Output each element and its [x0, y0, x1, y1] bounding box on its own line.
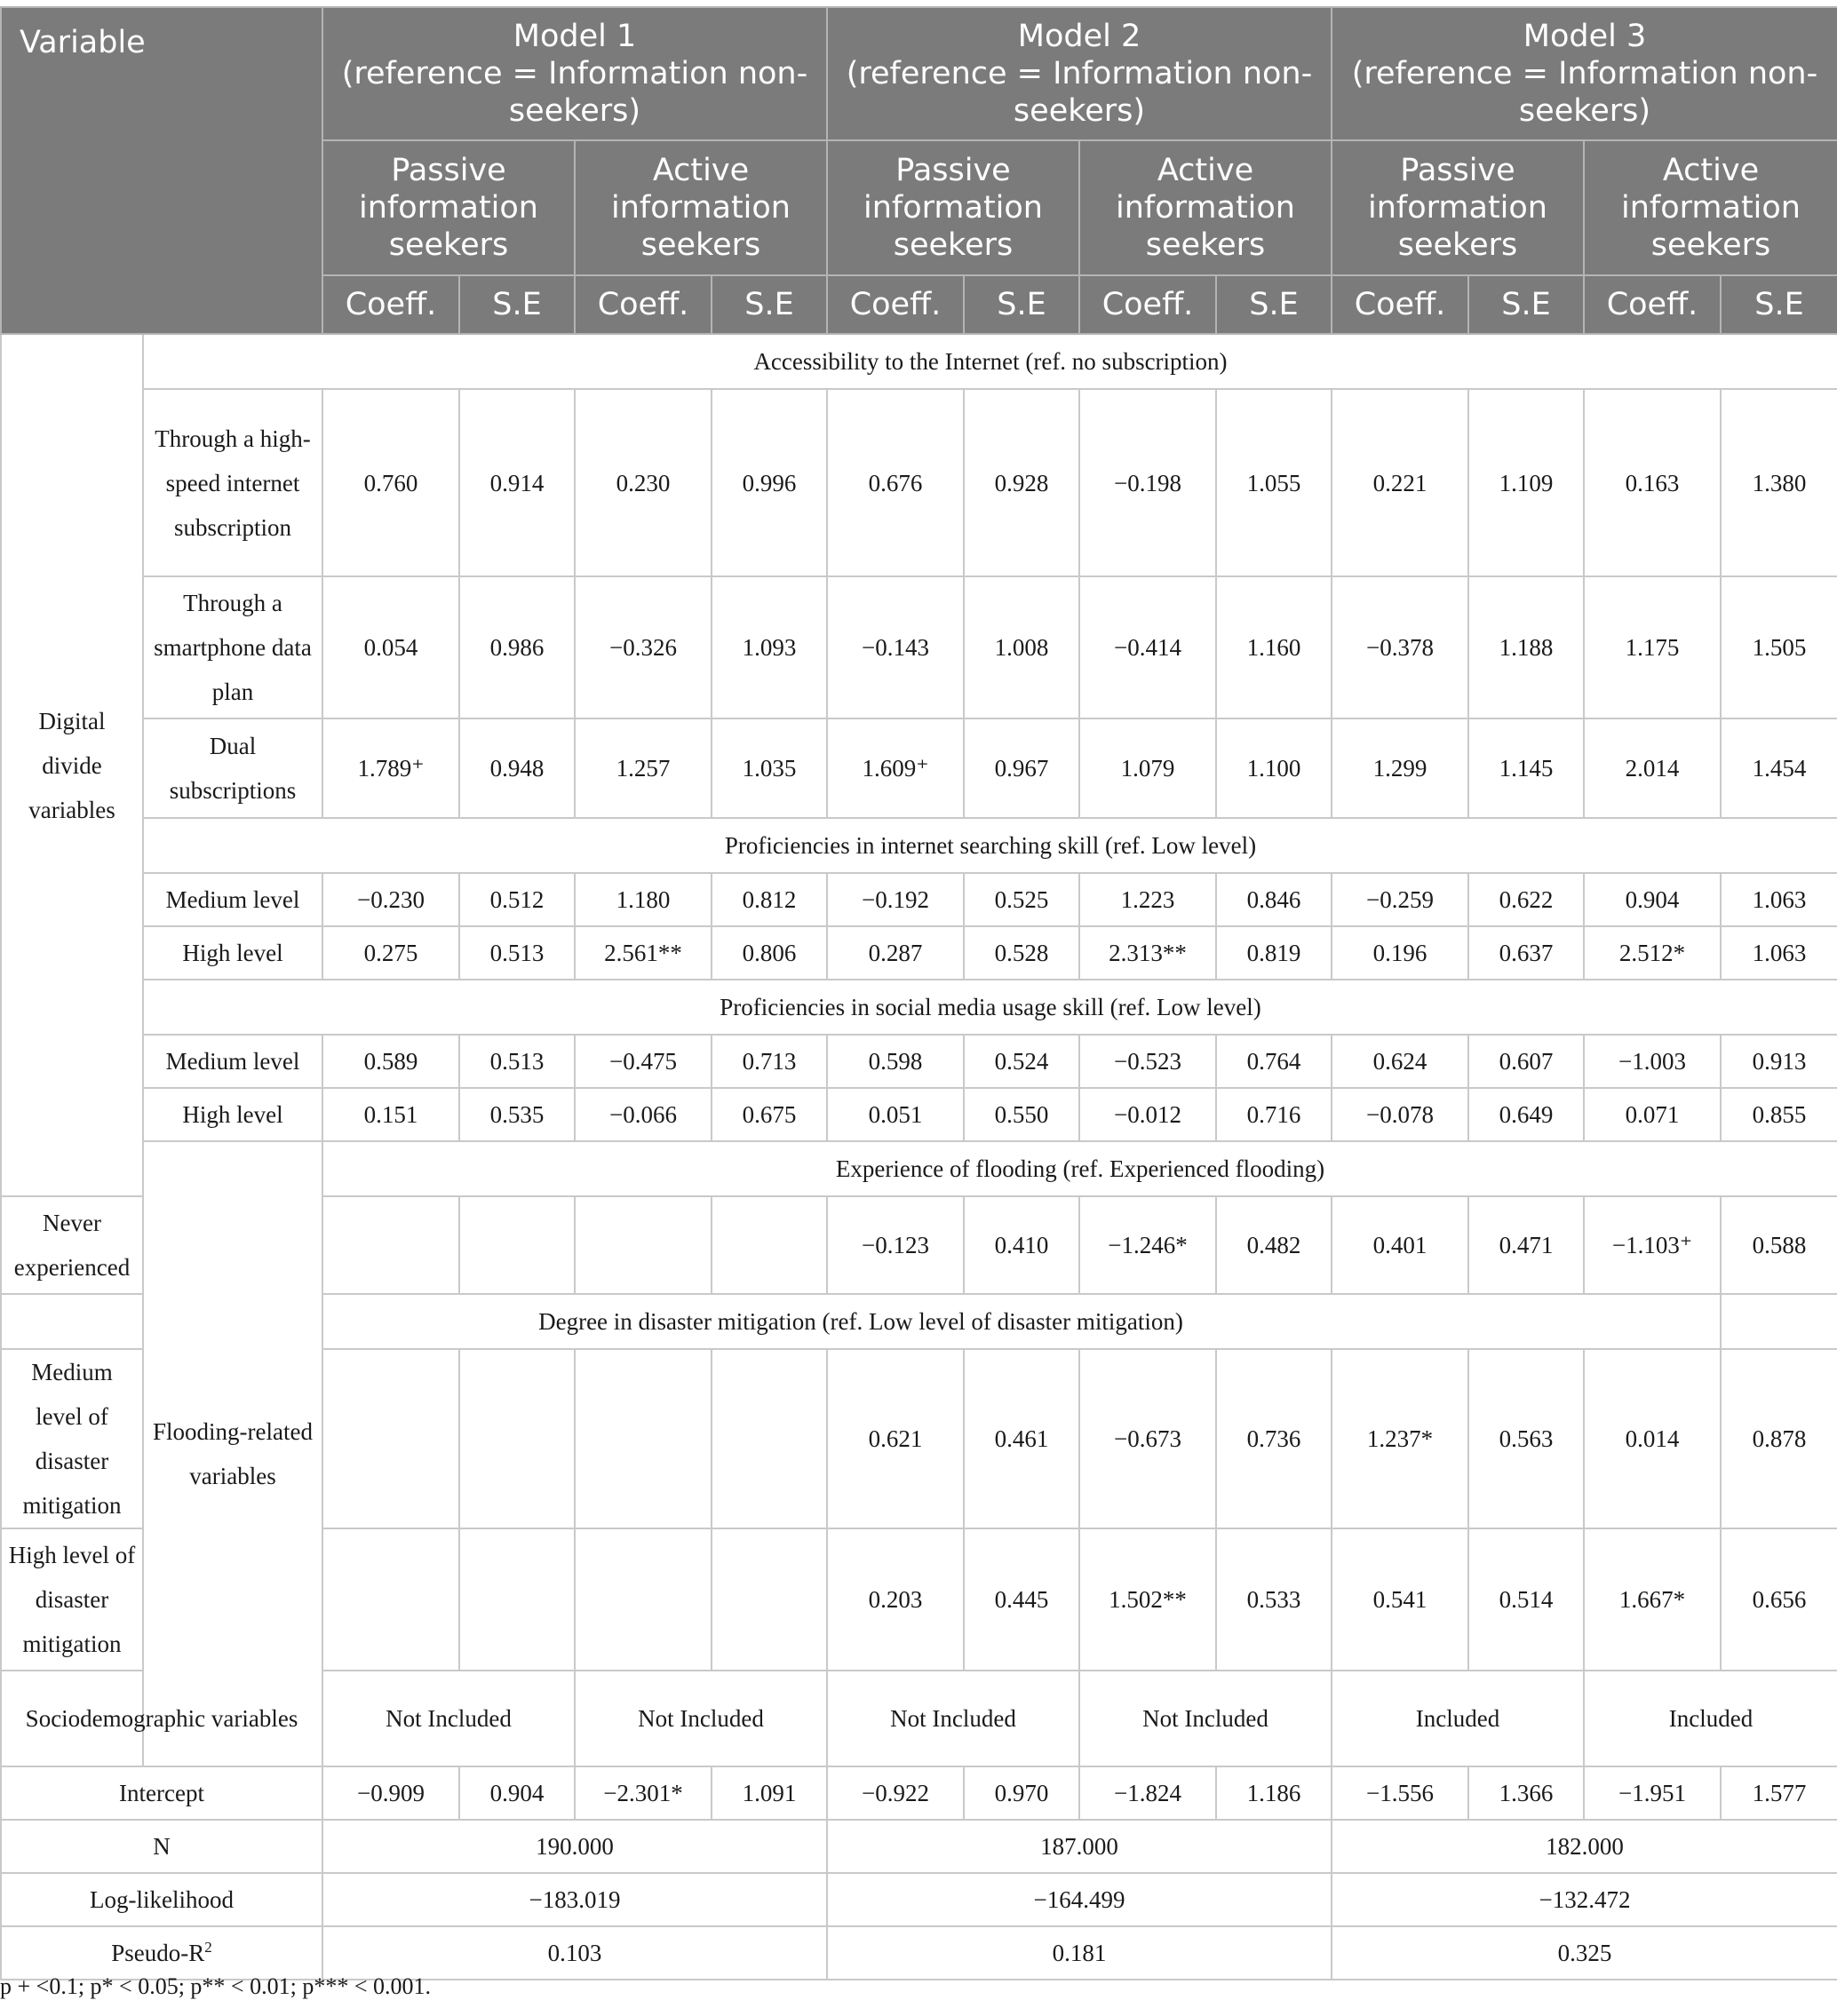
section-header: Experience of flooding (ref. Experienced flooding) — [322, 1141, 1837, 1196]
cell: 0.401 — [1332, 1196, 1468, 1294]
cell: −0.673 — [1079, 1349, 1216, 1528]
cell — [575, 1528, 712, 1671]
cell: −1.556 — [1332, 1766, 1468, 1820]
cell: 0.812 — [712, 873, 827, 926]
pseudo-r-label: Pseudo-R — [111, 1940, 205, 1966]
cell: 0.760 — [322, 389, 459, 576]
table-row — [1, 873, 1837, 926]
cell: 0.221 — [1332, 389, 1468, 576]
coeff-header: Coeff. — [1584, 275, 1721, 334]
model-3-ref: (reference = Information non-seekers) — [1351, 56, 1818, 129]
cell: −0.066 — [575, 1088, 712, 1141]
table-row — [1, 576, 1837, 718]
cell: 1.380 — [1721, 389, 1837, 576]
cell: 0.513 — [459, 1035, 575, 1088]
section-header: Proficiencies in internet searching skill (ref. Low level) — [143, 818, 1837, 873]
stats-row-loglik — [1, 1873, 1837, 1926]
cell: −0.078 — [1332, 1088, 1468, 1141]
cell: 0.716 — [1216, 1088, 1332, 1141]
cell: 0.967 — [964, 718, 1079, 818]
cell: 0.996 — [712, 389, 827, 576]
row-label: Dual subscriptions — [143, 718, 322, 818]
row-label — [1, 1926, 322, 1980]
row-label: High level — [143, 1088, 322, 1141]
table-row — [1, 1088, 1837, 1141]
se-header: S.E — [1468, 275, 1584, 334]
cell: 0.948 — [459, 718, 575, 818]
group-flooding: Flooding-related variables — [143, 1141, 322, 1766]
cell: 1.063 — [1721, 926, 1837, 980]
cell: 0.071 — [1584, 1088, 1721, 1141]
cell: 1.093 — [712, 576, 827, 718]
cell: −132.472 — [1332, 1873, 1837, 1926]
cell: 0.904 — [459, 1766, 575, 1820]
cell: −0.326 — [575, 576, 712, 718]
model-3-header — [1332, 7, 1837, 140]
cell: 1.257 — [575, 718, 712, 818]
cell: 1.035 — [712, 718, 827, 818]
cell: 0.764 — [1216, 1035, 1332, 1088]
row-label: Medium level — [143, 1035, 322, 1088]
cell: 0.533 — [1216, 1528, 1332, 1671]
cell: Included — [1332, 1671, 1584, 1766]
cell: 0.541 — [1332, 1528, 1468, 1671]
cell: 0.230 — [575, 389, 712, 576]
cell: 0.913 — [1721, 1035, 1837, 1088]
cell: −0.123 — [827, 1196, 964, 1294]
cell: 0.535 — [459, 1088, 575, 1141]
cell: 0.598 — [827, 1035, 964, 1088]
cell: 0.736 — [1216, 1349, 1332, 1528]
model-1-ref: (reference = Information non-seekers) — [341, 56, 808, 129]
cell: 0.103 — [322, 1926, 827, 1980]
cell — [459, 1196, 575, 1294]
cell: 1.188 — [1468, 576, 1584, 718]
cell: −1.951 — [1584, 1766, 1721, 1820]
cell: 1.055 — [1216, 389, 1332, 576]
row-label: Medium level of disaster mitigation — [1, 1349, 143, 1528]
cell: Not Included — [1079, 1671, 1332, 1766]
model-1-name: Model 1 — [513, 19, 637, 54]
row-label: Never experienced — [1, 1196, 143, 1294]
row-label: High level — [143, 926, 322, 980]
cell: 0.621 — [827, 1349, 964, 1528]
cell — [575, 1196, 712, 1294]
model-1-header — [322, 7, 827, 140]
cell: 0.637 — [1468, 926, 1584, 980]
cell: 0.203 — [827, 1528, 964, 1671]
cell: 2.014 — [1584, 718, 1721, 818]
section-header: Degree in disaster mitigation (ref. Low level of disaster mitigation) — [1, 1294, 1721, 1349]
regression-table — [0, 6, 1837, 1980]
stats-row-n — [1, 1820, 1837, 1873]
cell — [322, 1349, 459, 1528]
cell: 1.145 — [1468, 718, 1584, 818]
cell — [459, 1349, 575, 1528]
cell: 0.656 — [1721, 1528, 1837, 1671]
model-2-ref: (reference = Information non-seekers) — [846, 56, 1313, 129]
cell: 0.524 — [964, 1035, 1079, 1088]
active-header: Active information seekers — [575, 140, 827, 275]
cell: 0.410 — [964, 1196, 1079, 1294]
cell: −2.301* — [575, 1766, 712, 1820]
cell: 1.789⁺ — [322, 718, 459, 818]
cell: 0.649 — [1468, 1088, 1584, 1141]
cell: 0.550 — [964, 1088, 1079, 1141]
se-header: S.E — [712, 275, 827, 334]
cell: Not Included — [827, 1671, 1079, 1766]
active-header: Active information seekers — [1079, 140, 1332, 275]
cell: 1.505 — [1721, 576, 1837, 718]
se-header: S.E — [459, 275, 575, 334]
cell: 0.513 — [459, 926, 575, 980]
se-header: S.E — [1216, 275, 1332, 334]
cell: 0.878 — [1721, 1349, 1837, 1528]
cell: 1.079 — [1079, 718, 1216, 818]
cell: 1.299 — [1332, 718, 1468, 818]
cell: 2.561** — [575, 926, 712, 980]
socio-row — [1, 1671, 1837, 1766]
cell: 0.563 — [1468, 1349, 1584, 1528]
cell: 1.502** — [1079, 1528, 1216, 1671]
active-header: Active information seekers — [1584, 140, 1837, 275]
cell: 0.528 — [964, 926, 1079, 980]
cell: −0.143 — [827, 576, 964, 718]
cell: −0.259 — [1332, 873, 1468, 926]
cell: 0.986 — [459, 576, 575, 718]
cell: 1.223 — [1079, 873, 1216, 926]
cell: Not Included — [575, 1671, 827, 1766]
passive-header: Passive information seekers — [827, 140, 1079, 275]
cell: −1.003 — [1584, 1035, 1721, 1088]
cell — [575, 1349, 712, 1528]
cell: 1.100 — [1216, 718, 1332, 818]
footnote: p + <0.1; p* < 0.05; p** < 0.01; p*** < 0.001. — [0, 1973, 431, 1999]
cell: 0.325 — [1332, 1926, 1837, 1980]
cell: −1.824 — [1079, 1766, 1216, 1820]
row-label: Log-likelihood — [1, 1873, 322, 1926]
cell — [322, 1528, 459, 1671]
cell: 0.287 — [827, 926, 964, 980]
cell: −0.012 — [1079, 1088, 1216, 1141]
cell: 0.275 — [322, 926, 459, 980]
cell: 0.904 — [1584, 873, 1721, 926]
cell: 1.091 — [712, 1766, 827, 1820]
cell: 0.482 — [1216, 1196, 1332, 1294]
cell: −164.499 — [827, 1873, 1332, 1926]
cell: 0.051 — [827, 1088, 964, 1141]
coeff-header: Coeff. — [1332, 275, 1468, 334]
cell: 1.109 — [1468, 389, 1584, 576]
cell: 182.000 — [1332, 1820, 1837, 1873]
cell: 0.588 — [1721, 1196, 1837, 1294]
coeff-header: Coeff. — [1079, 275, 1216, 334]
cell: −0.198 — [1079, 389, 1216, 576]
se-header: S.E — [1721, 275, 1837, 334]
cell: 0.675 — [712, 1088, 827, 1141]
cell — [712, 1196, 827, 1294]
cell: 0.624 — [1332, 1035, 1468, 1088]
passive-header: Passive information seekers — [322, 140, 575, 275]
row-label: Through a smartphone data plan — [143, 576, 322, 718]
cell: 0.054 — [322, 576, 459, 718]
cell: 1.609⁺ — [827, 718, 964, 818]
cell: 0.163 — [1584, 389, 1721, 576]
cell: 0.589 — [322, 1035, 459, 1088]
cell: 0.713 — [712, 1035, 827, 1088]
cell: −0.523 — [1079, 1035, 1216, 1088]
cell: 1.160 — [1216, 576, 1332, 718]
cell: 0.525 — [964, 873, 1079, 926]
cell: −0.909 — [322, 1766, 459, 1820]
stats-row-pseudo-r2 — [1, 1926, 1837, 1980]
cell: 0.806 — [712, 926, 827, 980]
cell: 0.819 — [1216, 926, 1332, 980]
row-label: High level of disaster mitigation — [1, 1528, 143, 1671]
cell: 0.445 — [964, 1528, 1079, 1671]
variable-header: Variable — [1, 7, 322, 334]
cell: 2.512* — [1584, 926, 1721, 980]
cell — [712, 1349, 827, 1528]
cell: 0.855 — [1721, 1088, 1837, 1141]
cell: −0.192 — [827, 873, 964, 926]
cell: 0.914 — [459, 389, 575, 576]
cell: 0.676 — [827, 389, 964, 576]
row-label: N — [1, 1820, 322, 1873]
cell: 1.008 — [964, 576, 1079, 718]
pseudo-r-sup: 2 — [204, 1939, 212, 1956]
cell: 2.313** — [1079, 926, 1216, 980]
cell: 1.180 — [575, 873, 712, 926]
row-label: Sociodemographic variables — [1, 1671, 322, 1766]
cell: Not Included — [322, 1671, 575, 1766]
coeff-header: Coeff. — [575, 275, 712, 334]
row-label: Medium level — [143, 873, 322, 926]
cell: 0.151 — [322, 1088, 459, 1141]
table-row — [1, 389, 1837, 576]
cell: −0.922 — [827, 1766, 964, 1820]
row-label: Intercept — [1, 1766, 322, 1820]
model-2-name: Model 2 — [1017, 19, 1141, 54]
cell — [459, 1528, 575, 1671]
table-row — [1, 718, 1837, 818]
cell: 0.846 — [1216, 873, 1332, 926]
cell: −1.246* — [1079, 1196, 1216, 1294]
table-row — [1, 1035, 1837, 1088]
table-row — [1, 926, 1837, 980]
cell: 0.014 — [1584, 1349, 1721, 1528]
intercept-row — [1, 1766, 1837, 1820]
coeff-header: Coeff. — [322, 275, 459, 334]
cell: −1.103⁺ — [1584, 1196, 1721, 1294]
cell: 0.928 — [964, 389, 1079, 576]
cell: 0.512 — [459, 873, 575, 926]
cell: 0.196 — [1332, 926, 1468, 980]
cell: 0.970 — [964, 1766, 1079, 1820]
cell: 190.000 — [322, 1820, 827, 1873]
model-3-name: Model 3 — [1523, 19, 1647, 54]
cell: 1.186 — [1216, 1766, 1332, 1820]
cell: 0.471 — [1468, 1196, 1584, 1294]
cell: −0.230 — [322, 873, 459, 926]
cell: 1.577 — [1721, 1766, 1837, 1820]
section-header: Proficiencies in social media usage skill (ref. Low level) — [143, 980, 1837, 1035]
section-header: Accessibility to the Internet (ref. no subscription) — [143, 334, 1837, 389]
cell — [712, 1528, 827, 1671]
cell: 1.063 — [1721, 873, 1837, 926]
cell: −0.378 — [1332, 576, 1468, 718]
row-label: Through a high-speed internet subscription — [143, 389, 322, 576]
passive-header: Passive information seekers — [1332, 140, 1584, 275]
group-digital-divide: Digital divide variables — [1, 334, 143, 1196]
cell: 1.237* — [1332, 1349, 1468, 1528]
cell: 187.000 — [827, 1820, 1332, 1873]
cell: 1.175 — [1584, 576, 1721, 718]
cell: 1.366 — [1468, 1766, 1584, 1820]
cell: 0.181 — [827, 1926, 1332, 1980]
cell: 0.461 — [964, 1349, 1079, 1528]
cell: 0.514 — [1468, 1528, 1584, 1671]
cell: 0.607 — [1468, 1035, 1584, 1088]
cell: −183.019 — [322, 1873, 827, 1926]
se-header: S.E — [964, 275, 1079, 334]
cell — [322, 1196, 459, 1294]
model-2-header — [827, 7, 1332, 140]
cell: 0.622 — [1468, 873, 1584, 926]
cell: Included — [1584, 1671, 1837, 1766]
cell: −0.475 — [575, 1035, 712, 1088]
coeff-header: Coeff. — [827, 275, 964, 334]
cell: 1.667* — [1584, 1528, 1721, 1671]
cell: −0.414 — [1079, 576, 1216, 718]
cell: 1.454 — [1721, 718, 1837, 818]
